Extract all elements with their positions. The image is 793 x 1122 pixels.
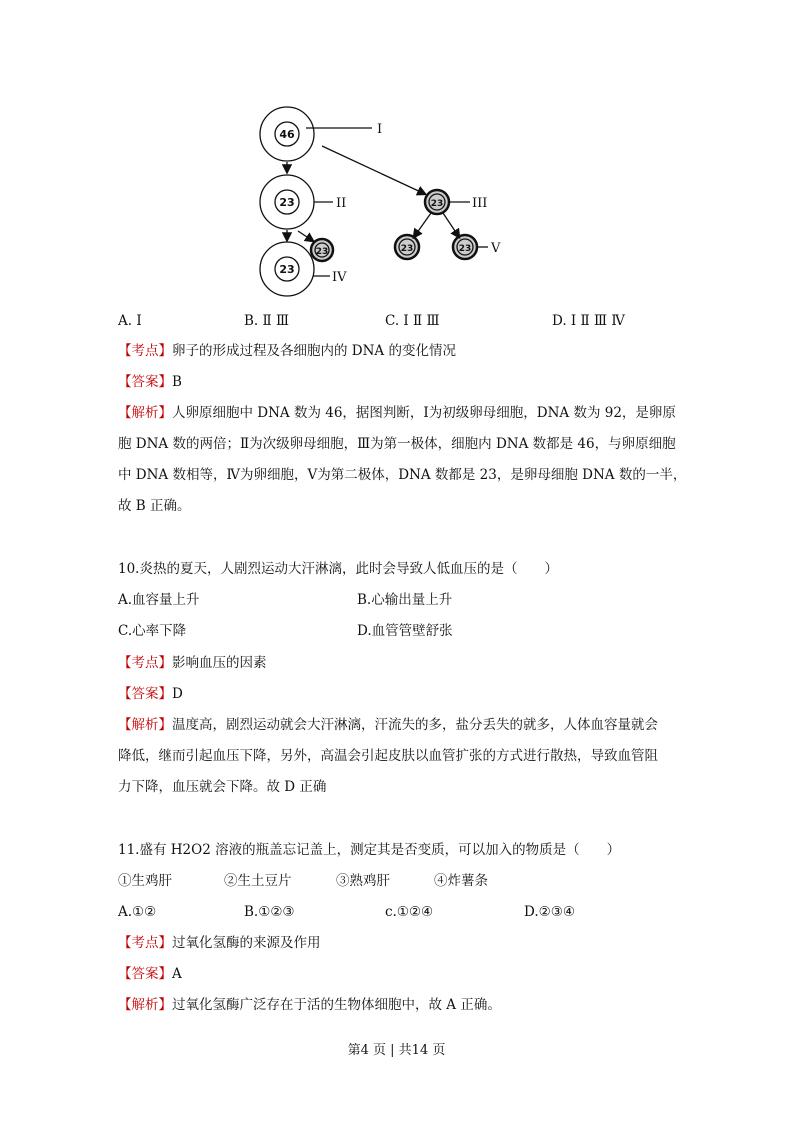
q10-option-c: C.心率下降 — [118, 623, 187, 639]
q10-option-a: A.血容量上升 — [118, 592, 200, 608]
q11-question: 11.盛有 H2O2 溶液的瓶盖忘记盖上，测定其是否变质，可以加入的物质是（ ） — [118, 842, 621, 858]
q11-option-c: c.①②④ — [385, 904, 434, 920]
q11-kaodian: 【考点】过氧化氢酶的来源及作用 — [118, 935, 321, 951]
cell-dna-number: 23 — [279, 263, 295, 276]
q10-jiexi-line: 力下降，血压就会下降。故 D 正确 — [118, 779, 327, 795]
q9-option-c: C. Ⅰ Ⅱ Ⅲ — [385, 313, 440, 329]
cell-dna-number: 23 — [400, 244, 414, 254]
q9-answer: 【答案】B — [118, 374, 182, 390]
label-II: II — [336, 196, 347, 211]
q10-answer: 【答案】D — [118, 686, 183, 702]
q9-option-b: B. Ⅱ Ⅲ — [244, 313, 289, 329]
label-III: III — [472, 196, 488, 211]
cell-dna-number: 23 — [279, 196, 295, 209]
q10-jiexi-line: 降低，继而引起血压下降，另外，高温会引起皮肤以血管扩张的方式进行散热，导致血管阻 — [118, 748, 658, 764]
label-I: I — [377, 122, 383, 137]
q9-option-d: D. Ⅰ Ⅱ Ⅲ Ⅳ — [552, 313, 625, 329]
label-V: V — [491, 241, 501, 256]
q11-option-d: D.②③④ — [524, 904, 575, 920]
cell-dna-number: 23 — [458, 244, 472, 254]
cell-dna-number: 46 — [279, 128, 295, 141]
q10-question: 10.炎热的夏天，人剧烈运动大汗淋漓，此时会导致人低血压的是（ ） — [118, 561, 558, 577]
q9-kaodian: 【考点】卵子的形成过程及各细胞内的 DNA 的变化情况 — [118, 343, 456, 359]
q9-jiexi-line: 胞 DNA 数的两倍；Ⅱ为次级卵母细胞，Ⅲ为第一极体，细胞内 DNA 数都是 46，与卵原细胞 — [118, 436, 676, 452]
q9-jiexi-line: 中 DNA 数相等，Ⅳ为卵细胞，Ⅴ为第二极体，DNA 数都是 23，是卵母细胞 DNA 数的一半， — [118, 467, 687, 483]
q11-item: ③熟鸡肝 — [336, 873, 390, 889]
q11-option-b: B.①②③ — [244, 904, 295, 920]
q10-jiexi: 【解析】温度高，剧烈运动就会大汗淋漓，汗流失的多，盐分丢失的就多，人体血容量就会 — [118, 717, 658, 733]
q11-option-a: A.①② — [118, 904, 157, 920]
q10-option-b: B.心输出量上升 — [357, 592, 453, 608]
q11-jiexi: 【解析】过氧化氢酶广泛存在于活的生物体细胞中，故 A 正确。 — [118, 997, 501, 1013]
q11-item: ④炸薯条 — [434, 873, 488, 889]
q9-jiexi: 【解析】人卵原细胞中 DNA 数为 46，据图判断，Ⅰ为初级卵母细胞，DNA 数为 92，是卵原 — [118, 405, 676, 421]
q9-option-a: A. Ⅰ — [118, 313, 142, 329]
cell-dna-number: 23 — [315, 247, 329, 257]
q10-option-d: D.血管管壁舒张 — [357, 623, 453, 639]
oogenesis-diagram — [0, 0, 793, 310]
q11-item: ②生土豆片 — [224, 873, 292, 889]
q11-answer: 【答案】A — [118, 966, 182, 982]
q9-jiexi-line: 故 B 正确。 — [118, 498, 191, 514]
q11-item: ①生鸡肝 — [118, 873, 172, 889]
page-footer: 第4 页 | 共14 页 — [347, 1043, 446, 1058]
cell-dna-number: 23 — [430, 199, 444, 209]
q10-kaodian: 【考点】影响血压的因素 — [118, 655, 267, 671]
label-IV: IV — [332, 270, 347, 285]
